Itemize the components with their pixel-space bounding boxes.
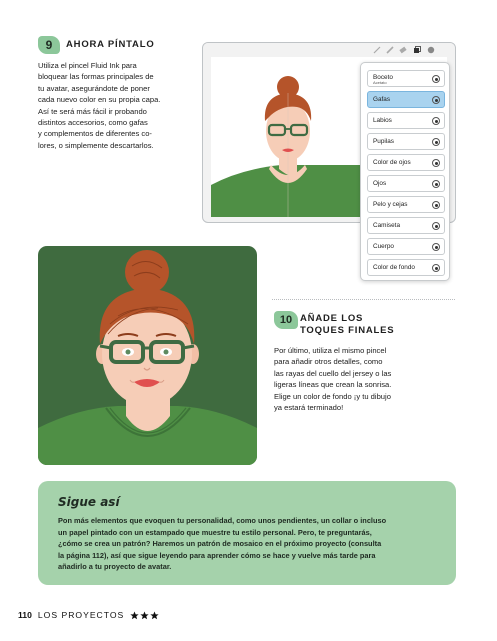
step-10-title — [300, 313, 394, 337]
layer-ojos[interactable] — [367, 175, 445, 192]
layer-label: Pupilas — [373, 138, 394, 145]
tip-box-title: Sigue así — [58, 495, 120, 509]
layer-camiseta[interactable] — [367, 217, 445, 234]
layer-label: Color de ojos — [373, 159, 411, 166]
star-icon — [150, 611, 159, 620]
step-10-badge: 10 — [274, 311, 298, 329]
text-line: ya estará terminado! — [274, 403, 344, 413]
section-divider — [272, 299, 455, 300]
layer-pelo-y-cejas[interactable] — [367, 196, 445, 213]
layer-color-de-ojos[interactable] — [367, 154, 445, 171]
step-9-badge: 9 — [38, 36, 60, 54]
layer-cuerpo[interactable] — [367, 238, 445, 255]
layer-label: Color de fondo — [373, 264, 415, 271]
text-line: y complementos de diferentes co- — [38, 129, 152, 139]
layer-label: Cuerpo — [373, 243, 394, 250]
visibility-toggle-icon[interactable] — [432, 222, 440, 230]
visibility-toggle-icon[interactable] — [432, 159, 440, 167]
final-portrait-illustration — [38, 246, 257, 465]
visibility-toggle-icon[interactable] — [432, 264, 440, 272]
page-footer — [18, 609, 159, 621]
step-10-text — [274, 345, 454, 413]
title-line: AÑADE LOS — [300, 313, 364, 324]
text-line: distintos accesorios, como gafas — [38, 118, 148, 128]
text-line: añadirlo a tu proyecto de avatar. — [58, 562, 172, 572]
title-line: TOQUES FINALES — [300, 325, 395, 336]
layer-label: Gafas — [373, 96, 391, 103]
text-line: para añadir otros detalles, como — [274, 357, 383, 367]
brush-icon[interactable] — [373, 46, 381, 54]
visibility-toggle-icon[interactable] — [432, 243, 440, 251]
section-name: LOS PROYECTOS — [37, 610, 125, 620]
star-icon — [130, 611, 139, 620]
visibility-toggle-icon[interactable] — [432, 138, 440, 146]
layer-pupilas[interactable] — [367, 133, 445, 150]
text-line: lores, o simplemente descartarlos. — [38, 140, 154, 150]
layer-label: Boceto — [373, 74, 393, 81]
text-line: tu avatar, asegurándote de poner — [38, 83, 150, 93]
text-line: ligeras líneas que crean la sonrisa. — [274, 380, 392, 390]
difficulty-stars — [130, 611, 159, 620]
layer-labios[interactable] — [367, 112, 445, 129]
layer-boceto[interactable] — [367, 70, 445, 87]
smudge-icon[interactable] — [386, 46, 394, 54]
text-line: Por último, utiliza el mismo pincel — [274, 346, 387, 355]
page-number: 110 — [18, 610, 32, 620]
text-line: Utiliza el pincel Fluid Ink para — [38, 61, 137, 70]
step-9-text — [38, 60, 188, 151]
color-icon[interactable] — [427, 46, 435, 54]
app-toolbar — [203, 43, 455, 57]
text-line: Pon más elementos que evoquen tu personalidad, como unos pendientes, un collar o incluso — [58, 516, 387, 525]
layer-label: Labios — [373, 117, 392, 124]
tip-box-text — [58, 515, 443, 573]
text-line: Así te será más fácil ir probando — [38, 106, 147, 116]
eraser-icon[interactable] — [399, 46, 407, 54]
text-line: la página 112), así que sigue leyendo para aprender cómo se hace y vuelve más tarde para — [58, 550, 376, 560]
text-line: las rayas del cuello del jersey o las — [274, 368, 392, 378]
visibility-toggle-icon[interactable] — [432, 117, 440, 125]
visibility-toggle-icon[interactable] — [432, 75, 440, 83]
visibility-toggle-icon[interactable] — [432, 96, 440, 104]
text-line: cada nuevo color en su propia capa. — [38, 95, 161, 105]
text-line: un papel pintado con un estampado que muestre tu estilo personal. Pero, te preguntarás, — [58, 527, 372, 537]
avatar-illustration — [38, 246, 257, 465]
tip-box — [38, 481, 456, 585]
layer-gafas[interactable] — [367, 91, 445, 108]
text-line: ¿cómo se crea un patrón? Haremos un patrón de mosaico en el próximo proyecto (consulta — [58, 539, 382, 549]
layers-panel — [360, 62, 450, 281]
layer-sublabel: Acetato — [373, 80, 387, 85]
layer-label: Ojos — [373, 180, 387, 187]
layers-icon[interactable] — [413, 46, 421, 54]
step-9-title: AHORA PÍNTALO — [66, 39, 155, 50]
star-icon — [140, 611, 149, 620]
visibility-toggle-icon[interactable] — [432, 180, 440, 188]
layer-label: Pelo y cejas — [373, 201, 408, 208]
text-line: bloquear las formas principales de — [38, 72, 154, 82]
visibility-toggle-icon[interactable] — [432, 201, 440, 209]
text-line: Elige un color de fondo ¡y tu dibujo — [274, 391, 391, 401]
layer-label: Camiseta — [373, 222, 400, 229]
layer-color-de-fondo[interactable] — [367, 259, 445, 276]
